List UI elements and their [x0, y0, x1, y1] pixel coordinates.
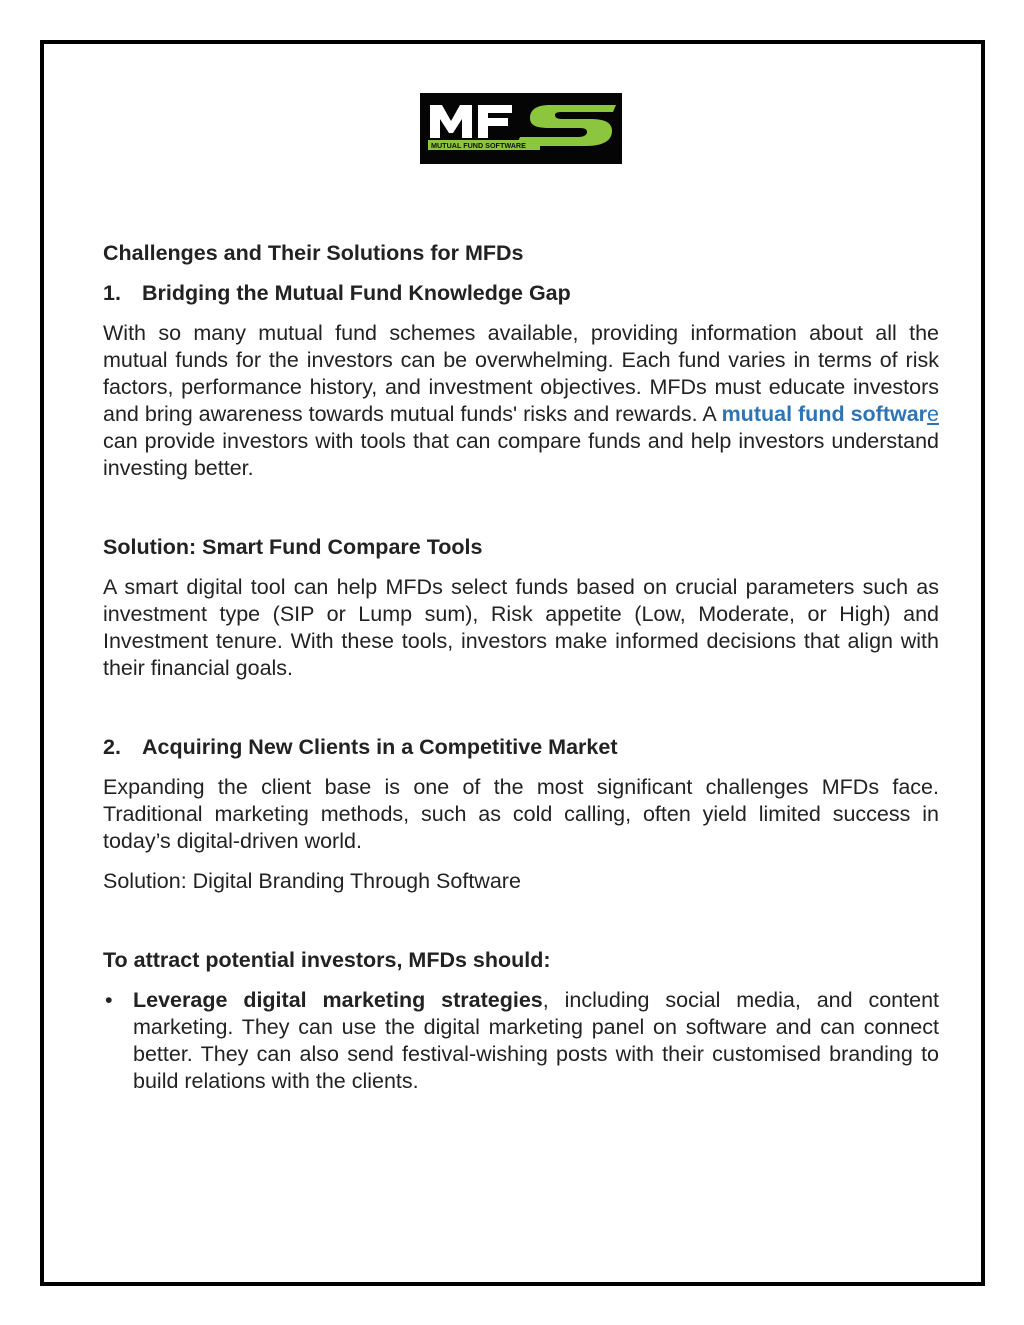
section-2-body: Expanding the client base is one of the most significant challenges MFDs face. Traditional marketing methods, such as cold calling, often yield limited success in today’s digital-driven world. — [103, 775, 939, 853]
mfs-logo-graphic — [420, 93, 622, 164]
bullet-body: , including social media, and content marketing. They can use the digital marketing panel on software and can connect better. They can also send festival-wishing posts with their customised branding to build relations with the clients. — [133, 988, 939, 1093]
mutual-fund-software-link[interactable]: mutual fund softwar — [721, 402, 928, 426]
section-1-title: Bridging the Mutual Fund Knowledge Gap — [142, 281, 571, 305]
logo-tagline: MUTUAL FUND SOFTWARE — [431, 141, 526, 150]
section-1-text-before: With so many mutual fund schemes available, providing information about all the mutual funds for the investors can be overwhelming. Each fund varies in terms of risk factors, performance history, and investment objectives. MFDs must educate investors and bring awareness towards mutual funds' risks and rewards. A — [103, 321, 939, 426]
solution-1-body: A smart digital tool can help MFDs select funds based on crucial parameters such as investment type (SIP or Lump sum), Risk appetite (Low, Moderate, or High) and Investment tenure. With these tools, investors make informed decisions that align with their financial goals. — [103, 575, 939, 680]
mutual-fund-software-link-end[interactable]: e — [927, 402, 940, 426]
attract-bullet-list — [103, 987, 939, 1095]
section-2-title: Acquiring New Clients in a Competitive Market — [142, 735, 618, 759]
list-item — [103, 987, 939, 1095]
mfs-logo — [420, 93, 622, 164]
section-1-number: 1. — [103, 281, 121, 305]
section-2-heading — [103, 734, 939, 761]
section-1-heading — [103, 280, 939, 307]
section-2-number: 2. — [103, 735, 121, 759]
bullet-text — [133, 987, 939, 1095]
bullet-bold-lead: Leverage digital marketing strategies — [133, 988, 543, 1012]
section-1-body — [103, 320, 939, 482]
document-content — [103, 240, 939, 1095]
bullet-marker: • — [105, 988, 113, 1012]
attract-heading: To attract potential investors, MFDs should: — [103, 948, 551, 972]
section-2-solution: Solution: Digital Branding Through Software — [103, 869, 521, 893]
section-1-text-after: can provide investors with tools that can compare funds and help investors understand investing better. — [103, 429, 939, 480]
solution-1-heading: Solution: Smart Fund Compare Tools — [103, 535, 483, 559]
main-heading: Challenges and Their Solutions for MFDs — [103, 241, 524, 265]
